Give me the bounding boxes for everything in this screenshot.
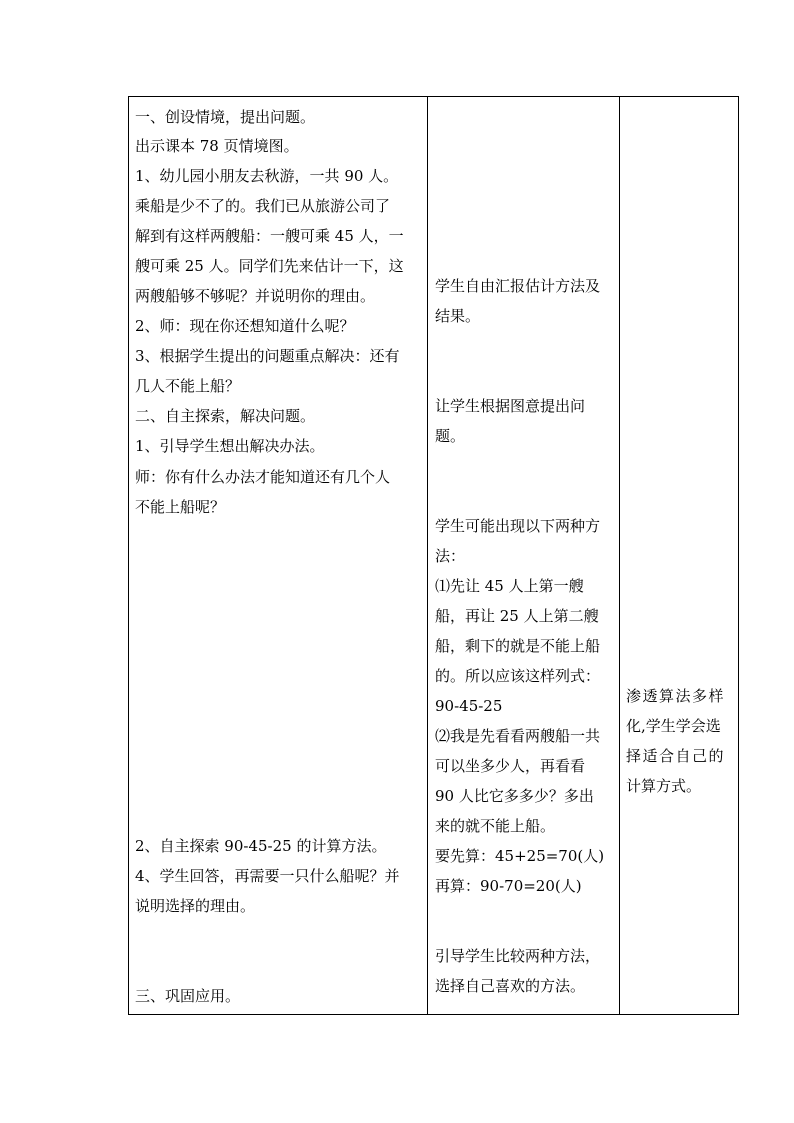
text-line: 法： — [435, 547, 466, 565]
text-line: 2、自主探索 90-45-25 的计算方法。 — [135, 837, 387, 855]
text-line: 渗透算法多样 — [626, 687, 726, 705]
text-line: 艘可乘 25 人。同学们先来估计一下，这 — [135, 257, 404, 275]
text-line: 可以坐多少人，再看看 — [435, 757, 586, 775]
text-line: 学生自由汇报估计方法及 — [435, 277, 601, 295]
text-line: 要先算：45+25=70(人) — [435, 847, 605, 865]
column-divider-2 — [619, 97, 620, 1014]
column-divider-1 — [427, 97, 428, 1014]
text-line: 乘船是少不了的。我们已从旅游公司了 — [135, 197, 391, 215]
text-line: 不能上船呢？ — [135, 498, 226, 516]
section-heading: 一、创设情境，提出问题。 — [135, 108, 316, 126]
text-line: 90 人比它多多少？多出 — [435, 787, 594, 805]
text-line: 择适合自己的 — [626, 747, 726, 765]
text-line: 4、学生回答，再需要一只什么船呢？并 — [135, 867, 400, 885]
text-line: 2、师：现在你还想知道什么呢？ — [135, 317, 355, 335]
text-line: 结果。 — [435, 307, 481, 325]
text-line: 计算方式。 — [626, 777, 702, 795]
text-line: 说明选择的理由。 — [135, 897, 256, 915]
text-line: 3、根据学生提出的问题重点解决：还有 — [135, 347, 400, 365]
text-line: 船，剩下的就是不能上船 — [435, 637, 601, 655]
text-line: 的。所以应该这样列式： — [435, 667, 601, 685]
text-line: ⑵我是先看看两艘船一共 — [435, 727, 601, 745]
text-line: 两艘船够不够呢？并说明你的理由。 — [135, 287, 376, 305]
text-line: 解到有这样两艘船：一艘可乘 45 人，一 — [135, 227, 404, 245]
text-line: 化,学生学会选 — [626, 717, 721, 735]
text-line: 1、引导学生想出解决办法。 — [135, 437, 325, 455]
text-line: 再算：90-70=20(人) — [435, 877, 582, 895]
text-line: 师：你有什么办法才能知道还有几个人 — [135, 468, 391, 486]
text-line: 1、幼儿园小朋友去秋游，一共 90 人。 — [135, 167, 399, 185]
text-line: 让学生根据图意提出问 — [435, 397, 586, 415]
text-line: 选择自己喜欢的方法。 — [435, 977, 586, 995]
text-line: 90-45-25 — [435, 697, 503, 715]
text-line: 船，再让 25 人上第二艘 — [435, 607, 599, 625]
text-line: 学生可能出现以下两种方 — [435, 517, 601, 535]
text-line: 出示课本 78 页情境图。 — [135, 137, 299, 155]
section-heading: 二、自主探索，解决问题。 — [135, 407, 316, 425]
text-line: 题。 — [435, 427, 466, 445]
text-line: ⑴先让 45 人上第一艘 — [435, 577, 584, 595]
text-line: 几人不能上船？ — [135, 377, 241, 395]
section-heading: 三、巩固应用。 — [135, 987, 241, 1005]
text-line: 来的就不能上船。 — [435, 817, 556, 835]
text-line: 引导学生比较两种方法， — [435, 947, 601, 965]
